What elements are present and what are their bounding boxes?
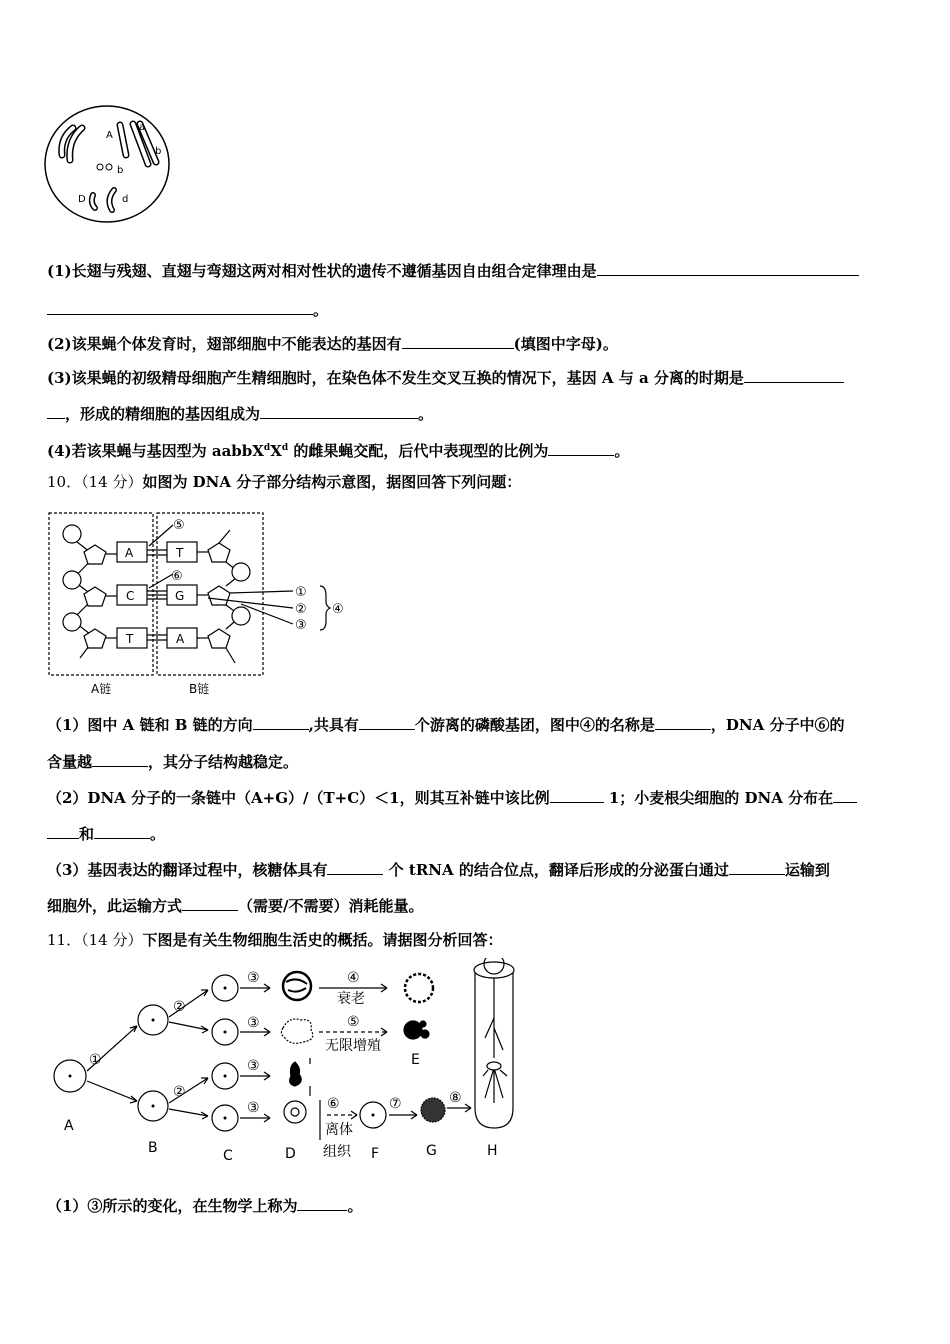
q10-part2-text: 1；小麦根尖细胞的 DNA 分布在 bbox=[603, 789, 834, 807]
answer-blank[interactable] bbox=[548, 441, 614, 456]
gene-label: a bbox=[139, 122, 146, 133]
answer-blank[interactable] bbox=[260, 404, 418, 419]
cell-life-history-figure bbox=[45, 958, 515, 1168]
answer-blank[interactable] bbox=[597, 261, 859, 276]
step-label: ④ bbox=[347, 970, 360, 986]
q9-part3-text: (3)该果蝇的初级精母细胞产生精细胞时，在染色体不发生交叉互换的情况下，基因 A 与 a 分离的时期是 bbox=[47, 369, 744, 387]
step-label: ⑦ bbox=[389, 1096, 402, 1112]
q10-part2-text: （2）DNA 分子的一条链中（A+G）/（T+C）＜1，则其互补链中该比例 bbox=[47, 789, 550, 807]
q10-part1-cont bbox=[47, 752, 298, 772]
chain-b-label: B链 bbox=[189, 682, 210, 696]
answer-blank[interactable] bbox=[182, 896, 238, 911]
step-label: ② bbox=[173, 999, 186, 1015]
chain-a-label: A链 bbox=[91, 682, 112, 696]
circled-label-4: ④ bbox=[332, 602, 344, 617]
q9-part2 bbox=[47, 334, 618, 354]
circled-label-1: ① bbox=[295, 585, 307, 600]
q10-part3-text: （3）基因表达的翻译过程中，核糖体具有 bbox=[47, 861, 328, 879]
step-label: ① bbox=[89, 1052, 102, 1068]
q11-part1-text: 。 bbox=[347, 1197, 363, 1215]
answer-blank[interactable] bbox=[47, 300, 313, 315]
answer-blank[interactable] bbox=[655, 715, 711, 730]
figure-label: B bbox=[148, 1140, 158, 1156]
q10-part2-cont bbox=[47, 824, 165, 844]
step-label: ③ bbox=[247, 970, 260, 986]
q10-part2-text: 。 bbox=[150, 825, 166, 843]
step-label: ③ bbox=[247, 1015, 260, 1031]
q9-part1-cont bbox=[47, 300, 328, 320]
unlimited-label: 无限增殖 bbox=[325, 1038, 381, 1054]
answer-blank[interactable] bbox=[47, 824, 79, 839]
answer-blank[interactable] bbox=[94, 824, 150, 839]
figure-label: D bbox=[285, 1146, 296, 1162]
answer-blank[interactable] bbox=[833, 788, 857, 803]
q11-heading bbox=[47, 930, 502, 950]
answer-blank[interactable] bbox=[744, 368, 844, 383]
step-label: ⑥ bbox=[327, 1096, 340, 1112]
step-label: ② bbox=[173, 1084, 186, 1100]
q9-part1-text: (1)长翅与残翅、直翅与弯翅这两对相对性状的遗传不遵循基因自由组合定律理由是 bbox=[47, 262, 597, 280]
q9-part3 bbox=[47, 368, 844, 388]
question-number: 11． bbox=[47, 931, 82, 949]
step-label: ⑤ bbox=[347, 1014, 360, 1030]
q9-part4-text: (4)若该果蝇与基因型为 aabbX bbox=[47, 442, 264, 460]
step-label: ③ bbox=[247, 1100, 260, 1116]
gene-label: d bbox=[122, 194, 129, 205]
question-score: （14 分） bbox=[81, 931, 143, 949]
gene-label: b bbox=[117, 165, 124, 176]
base-label: C bbox=[126, 589, 135, 603]
q9-part4-text: X bbox=[270, 442, 282, 460]
base-label: G bbox=[175, 589, 185, 603]
answer-blank[interactable] bbox=[327, 860, 383, 875]
q11-part1-text: （1）③所示的变化，在生物学上称为 bbox=[47, 1197, 298, 1215]
circled-label-5: ⑤ bbox=[173, 518, 185, 533]
chromosome-cell-figure bbox=[40, 100, 180, 230]
q11-part1 bbox=[47, 1196, 362, 1216]
base-label: T bbox=[126, 632, 134, 646]
q10-part2-text: 和 bbox=[79, 825, 95, 843]
circled-label-2: ② bbox=[295, 602, 307, 617]
circled-label-3: ③ bbox=[295, 618, 307, 633]
figure-label: G bbox=[426, 1143, 437, 1159]
question-stem: 如图为 DNA 分子部分结构示意图，据图回答下列问题： bbox=[142, 473, 522, 491]
q10-part1-text: ，DNA 分子中⑥的 bbox=[710, 716, 845, 734]
q9-part4-end: 。 bbox=[614, 442, 630, 460]
q9-part3-cont: ，形成的精细胞的基因组成为 bbox=[65, 405, 261, 423]
answer-blank[interactable] bbox=[729, 860, 785, 875]
q9-part4-text: 的雌果蝇交配，后代中表现型的比例为 bbox=[288, 442, 549, 460]
circled-label-6: ⑥ bbox=[171, 569, 183, 584]
figure-label: F bbox=[371, 1146, 380, 1162]
question-number: 10． bbox=[47, 473, 82, 491]
q10-part3-text: 运输到 bbox=[784, 861, 830, 879]
q10-part1 bbox=[47, 715, 845, 735]
question-stem: 下图是有关生物细胞生活史的概括。请据图分析回答： bbox=[142, 931, 503, 949]
q10-part1-text: 个游离的磷酸基团，图中④的名称是 bbox=[414, 716, 655, 734]
gene-label: A bbox=[106, 130, 113, 141]
answer-blank[interactable] bbox=[359, 715, 415, 730]
q9-part1-end: 。 bbox=[313, 301, 329, 319]
detached-label: 组织 bbox=[323, 1144, 351, 1160]
q10-part1-text: ，其分子结构越稳定。 bbox=[148, 753, 299, 771]
q9-part3-end: 。 bbox=[418, 405, 434, 423]
step-label: ③ bbox=[247, 1058, 260, 1074]
q10-part3-cont bbox=[47, 896, 424, 916]
aging-label: 衰老 bbox=[337, 991, 365, 1007]
q9-part4 bbox=[47, 438, 629, 461]
dna-structure-figure bbox=[45, 508, 350, 700]
q10-part1-text: （1）图中 A 链和 B 链的方向 bbox=[47, 716, 253, 734]
step-label: ⑧ bbox=[449, 1090, 462, 1106]
answer-blank[interactable] bbox=[47, 404, 65, 419]
base-label: A bbox=[125, 546, 134, 560]
q10-part3-text: 个 tRNA 的结合位点，翻译后形成的分泌蛋白通过 bbox=[383, 861, 729, 879]
q9-part1 bbox=[47, 261, 859, 281]
answer-blank[interactable] bbox=[253, 715, 309, 730]
q10-part3-text: （需要/不需要）消耗能量。 bbox=[238, 897, 424, 915]
figure-label: H bbox=[487, 1143, 498, 1159]
gene-label: D bbox=[78, 194, 86, 205]
q10-part3 bbox=[47, 860, 830, 880]
superscript: d bbox=[263, 443, 271, 453]
answer-blank[interactable] bbox=[92, 752, 148, 767]
question-score: （14 分） bbox=[81, 473, 143, 491]
q9-part2-text: (2)该果蝇个体发育时，翅部细胞中不能表达的基因有 bbox=[47, 335, 402, 353]
q9-part3-cont bbox=[47, 404, 433, 424]
answer-blank[interactable] bbox=[402, 334, 514, 349]
q10-part1-text: 含量越 bbox=[47, 753, 93, 771]
q9-part2-end: (填图中字母)。 bbox=[513, 335, 618, 353]
superscript: d bbox=[281, 443, 289, 453]
gene-label: b bbox=[155, 146, 162, 157]
answer-blank[interactable] bbox=[297, 1196, 347, 1211]
base-label: T bbox=[176, 546, 184, 560]
q10-part3-text: 细胞外，此运输方式 bbox=[47, 897, 183, 915]
answer-blank[interactable] bbox=[550, 788, 604, 803]
q10-part2 bbox=[47, 788, 857, 808]
q10-heading bbox=[47, 472, 521, 492]
q10-part1-text: ,共具有 bbox=[308, 716, 359, 734]
detached-label: 离体 bbox=[325, 1122, 353, 1138]
figure-label: C bbox=[223, 1148, 233, 1164]
figure-label: E bbox=[411, 1052, 420, 1068]
figure-label: A bbox=[64, 1118, 74, 1134]
base-label: A bbox=[176, 632, 185, 646]
